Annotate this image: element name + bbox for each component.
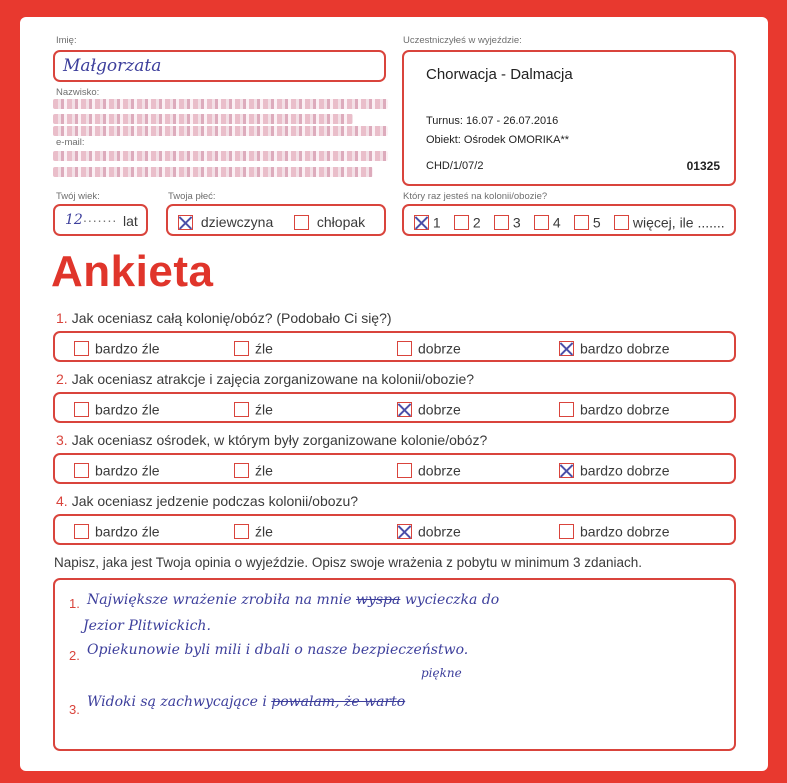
gender-male-option[interactable] [294, 213, 365, 230]
answer-checkbox[interactable] [397, 402, 412, 417]
trip-number: 01325 [686, 159, 720, 173]
times-checkbox-more[interactable] [614, 215, 629, 230]
opinion-num-3: 3. [69, 702, 80, 717]
question-3-option-2[interactable] [234, 461, 273, 478]
surname-redacted-3 [53, 126, 388, 136]
answer-label: źle [255, 462, 273, 479]
question-number: 2. [56, 371, 68, 387]
surname-redacted-2 [53, 114, 353, 124]
question-1-option-1[interactable] [74, 339, 160, 356]
answer-checkbox[interactable] [234, 341, 249, 356]
question-4-option-4[interactable] [559, 522, 670, 539]
answer-label: źle [255, 340, 273, 357]
question-4-option-2[interactable] [234, 522, 273, 539]
name-field[interactable] [53, 50, 386, 82]
answer-label: dobrze [418, 340, 461, 357]
times-option-4[interactable] [534, 213, 561, 230]
answer-checkbox[interactable] [559, 341, 574, 356]
answer-checkbox[interactable] [234, 402, 249, 417]
answer-checkbox[interactable] [397, 524, 412, 539]
answer-checkbox[interactable] [74, 524, 89, 539]
name-label: Imię: [56, 35, 77, 46]
question-2-option-1[interactable] [74, 400, 160, 417]
times-label-more: więcej, ile ....... [632, 214, 725, 231]
opinion-line-1b: wycieczka do [404, 592, 500, 608]
times-checkbox-2[interactable] [454, 215, 469, 230]
question-number: 1. [56, 310, 68, 326]
times-option-1[interactable] [414, 213, 441, 230]
age-unit: lat [123, 213, 138, 229]
question-4-text [56, 493, 358, 509]
times-label: Który raz jesteś na kolonii/obozie? [403, 191, 548, 202]
times-checkbox-1[interactable] [414, 215, 429, 230]
question-3-text [56, 432, 487, 448]
gender-male-checkbox[interactable] [294, 215, 309, 230]
question-1-text [56, 310, 392, 326]
answer-label: bardzo dobrze [580, 340, 670, 357]
answer-label: bardzo dobrze [580, 462, 670, 479]
answer-checkbox[interactable] [74, 341, 89, 356]
question-3-option-4[interactable] [559, 461, 670, 478]
answer-checkbox[interactable] [559, 524, 574, 539]
opinion-line-1c: Jezior Plitwickich. [83, 618, 211, 634]
gender-male-label: chłopak [316, 214, 366, 231]
question-1-option-2[interactable] [234, 339, 273, 356]
trip-title: Chorwacja - Dalmacja [426, 66, 573, 83]
survey-form [20, 17, 768, 771]
surname-label: Nazwisko: [56, 87, 100, 98]
question-1-option-3[interactable] [397, 339, 461, 356]
answer-label: bardzo dobrze [580, 523, 670, 540]
trip-obiekt: Obiekt: Ośrodek OMORIKA** [426, 134, 570, 146]
answer-checkbox[interactable] [74, 463, 89, 478]
gender-female-checkbox[interactable] [178, 215, 193, 230]
question-label: Jak oceniasz ośrodek, w którym były zorganizowane kolonie/obóz? [71, 432, 488, 448]
name-value: Małgorzata [63, 56, 162, 76]
question-2-option-3[interactable] [397, 400, 461, 417]
question-label: Jak oceniasz całą kolonię/obóz? (Podobało Ci się?) [71, 310, 392, 326]
answer-label: źle [255, 523, 273, 540]
opinion-line-3a: Widoki są zachwycające i [87, 694, 267, 710]
opinion-line-3-insert: piękne [421, 666, 462, 680]
email-redacted-2 [53, 167, 373, 177]
opinion-num-2: 2. [69, 648, 80, 663]
answer-label: bardzo źle [95, 401, 160, 418]
opinion-line-1a: Największe wrażenie zrobiła na mnie [87, 592, 352, 608]
trip-turnus: Turnus: 16.07 - 26.07.2016 [426, 115, 559, 127]
times-option-2[interactable] [454, 213, 481, 230]
question-label: Jak oceniasz jedzenie podczas kolonii/obozu? [71, 493, 359, 509]
answer-checkbox[interactable] [559, 463, 574, 478]
trip-code: CHD/1/07/2 [426, 160, 484, 172]
times-label-1: 1 [432, 214, 441, 231]
email-label: e-mail: [56, 137, 85, 148]
gender-field [166, 204, 386, 236]
answer-label: źle [255, 401, 273, 418]
answer-checkbox[interactable] [397, 463, 412, 478]
opinion-num-1: 1. [69, 596, 80, 611]
question-1-option-4[interactable] [559, 339, 670, 356]
answer-checkbox[interactable] [234, 524, 249, 539]
answer-checkbox[interactable] [559, 402, 574, 417]
times-field [402, 204, 736, 236]
question-3-option-3[interactable] [397, 461, 461, 478]
question-2-options [53, 392, 736, 423]
times-checkbox-5[interactable] [574, 215, 589, 230]
email-redacted [53, 151, 388, 161]
answer-label: bardzo dobrze [580, 401, 670, 418]
opinion-prompt: Napisz, jaka jest Twoja opinia o wyjeździe. Opisz swoje wrażenia z pobytu w minimum 3 zdaniach. [54, 555, 643, 570]
gender-label: Twoja płeć: [168, 191, 216, 202]
question-1-options [53, 331, 736, 362]
answer-label: dobrze [418, 401, 461, 418]
question-2-option-2[interactable] [234, 400, 273, 417]
question-number: 4. [56, 493, 68, 509]
answer-label: bardzo źle [95, 462, 160, 479]
answer-label: dobrze [418, 523, 461, 540]
gender-female-label: dziewczyna [200, 214, 274, 231]
answer-checkbox[interactable] [74, 402, 89, 417]
times-checkbox-4[interactable] [534, 215, 549, 230]
age-value: 12 [65, 212, 83, 228]
gender-female-option[interactable] [178, 213, 273, 230]
question-4-option-3[interactable] [397, 522, 461, 539]
opinion-line-2: Opiekunowie byli mili i dbali o nasze bezpieczeństwo. [87, 642, 469, 658]
age-dots: ....... [83, 209, 118, 225]
surname-redacted [53, 99, 388, 109]
answer-label: bardzo źle [95, 340, 160, 357]
times-checkbox-3[interactable] [494, 215, 509, 230]
trip-label: Uczestniczyłeś w wyjeździe: [403, 35, 522, 46]
question-label: Jak oceniasz atrakcje i zajęcia zorganizowane na kolonii/obozie? [71, 371, 475, 387]
question-3-options [53, 453, 736, 484]
opinion-line-3 [87, 694, 405, 710]
opinion-line-3-struck: powalam, że warto [271, 694, 406, 710]
times-label-2: 2 [472, 214, 481, 231]
survey-title: Ankieta [51, 247, 214, 296]
question-2-text [56, 371, 474, 387]
trip-info-box [402, 50, 736, 186]
answer-checkbox[interactable] [234, 463, 249, 478]
opinion-textarea[interactable] [53, 578, 736, 751]
answer-label: dobrze [418, 462, 461, 479]
answer-label: bardzo źle [95, 523, 160, 540]
times-option-more[interactable] [614, 213, 725, 230]
answer-checkbox[interactable] [397, 341, 412, 356]
opinion-line-1-struck: wyspa [355, 592, 401, 608]
times-label-4: 4 [552, 214, 561, 231]
age-label: Twój wiek: [56, 191, 100, 202]
question-4-option-1[interactable] [74, 522, 160, 539]
times-option-5[interactable] [574, 213, 601, 230]
times-label-3: 3 [512, 214, 521, 231]
opinion-line-1 [87, 592, 499, 608]
age-field[interactable] [53, 204, 148, 236]
question-3-option-1[interactable] [74, 461, 160, 478]
question-number: 3. [56, 432, 68, 448]
question-2-option-4[interactable] [559, 400, 670, 417]
times-option-3[interactable] [494, 213, 521, 230]
question-4-options [53, 514, 736, 545]
times-label-5: 5 [592, 214, 601, 231]
